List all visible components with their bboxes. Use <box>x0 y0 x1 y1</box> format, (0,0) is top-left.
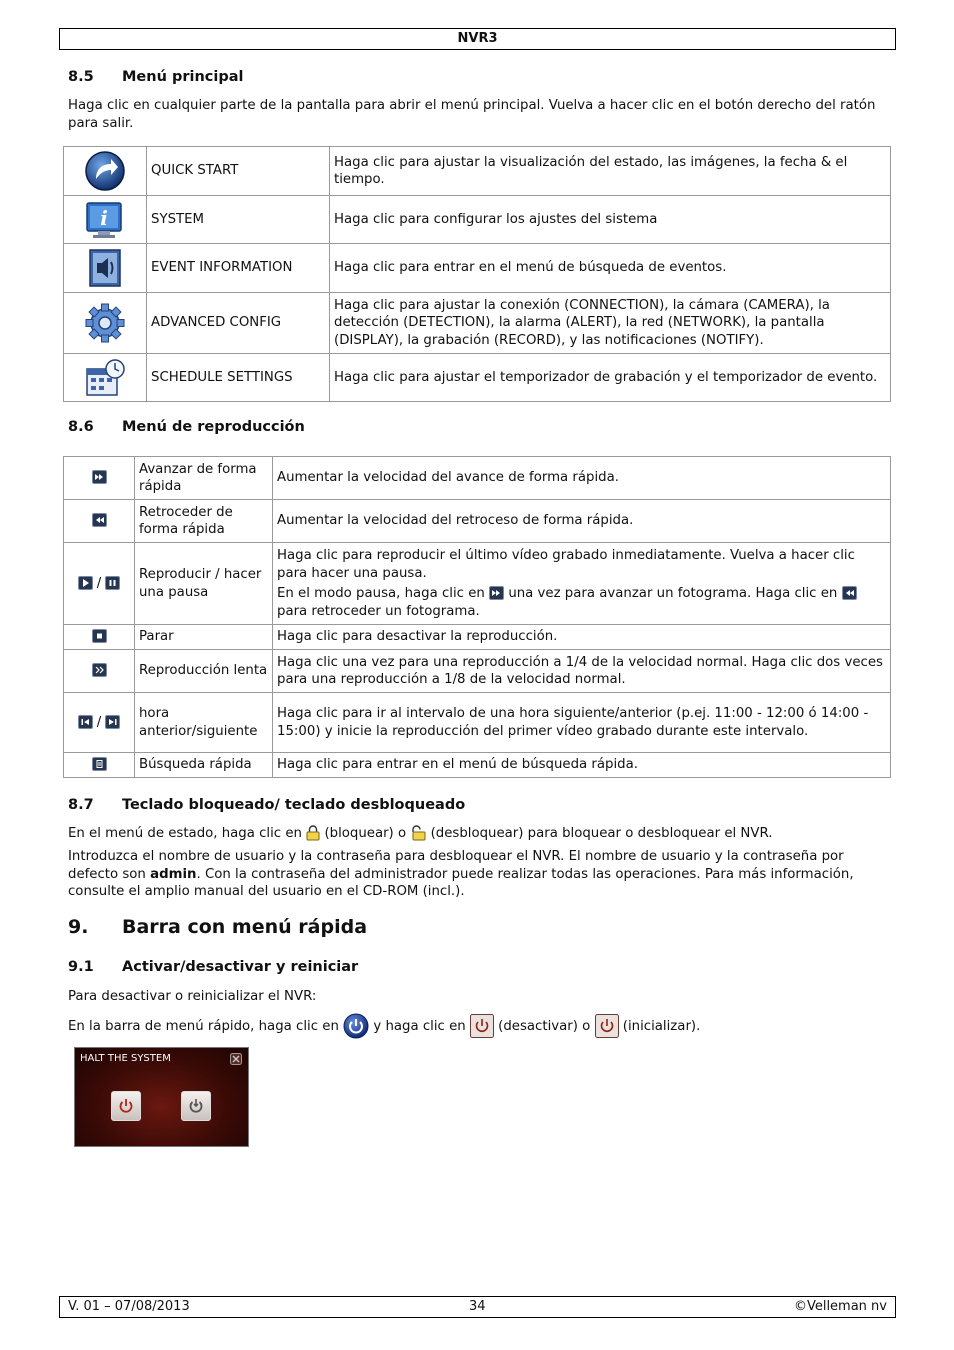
section-number: 8.5 <box>68 69 94 85</box>
para-text: (bloquear) o <box>324 826 407 841</box>
stop-icon <box>92 629 107 643</box>
footer-copyright: ©Velleman nv <box>793 1299 887 1314</box>
playback-item-desc: Aumentar la velocidad del avance de forma rápida. <box>273 457 891 500</box>
para-text: (desactivar) o <box>498 1019 591 1034</box>
playback-item-desc: Aumentar la velocidad del retroceso de forma rápida. <box>273 500 891 543</box>
menu-item-name: SYSTEM <box>147 196 330 244</box>
event-information-icon <box>84 247 126 289</box>
section-9-1-paragraph-2 <box>68 1012 888 1042</box>
quick-search-icon <box>92 757 107 771</box>
rewind-icon <box>842 586 857 600</box>
para-text: . Con la contraseña del administrador puede realizar todas las operaciones. Para más información, consulte el amplio manual del usuario en el CD-ROM (incl.). <box>68 866 854 899</box>
menu-item-name: ADVANCED CONFIG <box>147 293 330 354</box>
section-number: 9. <box>68 916 89 938</box>
desc-text: para retroceder un fotograma. <box>277 603 480 619</box>
table-row <box>64 457 891 500</box>
para-text: (inicializar). <box>622 1019 701 1034</box>
menu-item-name: SCHEDULE SETTINGS <box>147 354 330 402</box>
section-8-7-paragraph-1 <box>68 825 888 843</box>
section-number: 9.1 <box>68 959 94 975</box>
table-row <box>64 147 891 196</box>
section-number: 8.6 <box>68 419 94 435</box>
power-icon <box>116 1096 136 1116</box>
section-title: Teclado bloqueado/ teclado desbloqueado <box>122 797 466 813</box>
playback-item-name: Avanzar de forma rápida <box>135 457 273 500</box>
table-row <box>64 753 891 778</box>
footer-version: V. 01 – 07/08/2013 <box>68 1299 190 1314</box>
fast-forward-icon <box>489 586 504 600</box>
section-title: Activar/desactivar y reiniciar <box>122 959 359 975</box>
section-9-heading <box>68 916 368 938</box>
table-row <box>64 354 891 402</box>
section-9-1-paragraph-1: Para desactivar o reinicializar el NVR: <box>68 989 317 1004</box>
menu-item-desc: Haga clic para ajustar el temporizador de grabación y el temporizador de evento. <box>330 354 891 402</box>
table-row <box>64 500 891 543</box>
playback-item-name: Parar <box>135 625 273 650</box>
playback-item-desc: Haga clic para ir al intervalo de una hora siguiente/anterior (p.ej. 11:00 - 12:00 ó 14:00 - 15:00) y inicie la reproducción del primer vídeo grabado durante este intervalo. <box>273 693 891 753</box>
lock-icon <box>306 825 320 841</box>
halt-system-dialog <box>74 1047 249 1147</box>
rewind-icon <box>92 513 107 527</box>
table-row <box>64 625 891 650</box>
separator-slash: / <box>96 714 102 730</box>
default-credential: admin <box>150 866 197 882</box>
playback-item-name: hora anterior/siguiente <box>135 693 273 753</box>
playback-item-name: Búsqueda rápida <box>135 753 273 778</box>
table-row <box>64 196 891 244</box>
separator-slash: / <box>96 575 102 591</box>
section-number: 8.7 <box>68 797 94 813</box>
reboot-icon <box>595 1014 619 1038</box>
shutdown-button[interactable] <box>111 1091 141 1121</box>
playback-item-desc-2 <box>277 585 886 620</box>
table-row <box>64 244 891 293</box>
playback-item-name: Retroceder de forma rápida <box>135 500 273 543</box>
section-8-6-heading <box>68 419 305 437</box>
para-text: Introduzca el nombre de usuario y la contraseña para desbloquear el NVR. El nombre de usuario y la contraseña por defecto son <box>68 849 844 882</box>
previous-hour-icon <box>78 715 93 729</box>
section-8-7-heading <box>68 797 465 815</box>
para-text: (desbloquear) para bloquear o desbloquear el NVR. <box>430 826 773 841</box>
power-menu-icon <box>343 1013 369 1039</box>
table-row <box>64 543 891 625</box>
svg-text:i: i <box>100 205 108 230</box>
quick-start-arrow-icon <box>84 150 126 192</box>
para-text: En la barra de menú rápido, haga clic en <box>68 1019 339 1034</box>
para-text: y haga clic en <box>373 1019 466 1034</box>
para-text: En el menú de estado, haga clic en <box>68 826 302 841</box>
playback-item-desc: Haga clic una vez para una reproducción a 1/4 de la velocidad normal. Haga clic dos veces para una reproducción a 1/8 de la velocidad normal. <box>273 650 891 693</box>
playback-item-desc: Haga clic para desactivar la reproducción. <box>273 625 891 650</box>
slow-play-icon <box>92 663 107 677</box>
schedule-clock-icon <box>84 357 126 399</box>
shutdown-icon <box>470 1014 494 1038</box>
advanced-config-gear-icon <box>84 302 126 344</box>
unlock-icon <box>410 825 426 841</box>
playback-item-name: Reproducir / hacer una pausa <box>135 543 273 625</box>
table-row <box>64 650 891 693</box>
menu-item-desc: Haga clic para ajustar la visualización del estado, las imágenes, la fecha & el tiempo. <box>330 147 891 196</box>
desc-text: En el modo pausa, haga clic en <box>277 586 485 601</box>
section-8-5-heading <box>68 69 243 87</box>
menu-item-name: QUICK START <box>147 147 330 196</box>
menu-item-desc: Haga clic para ajustar la conexión (CONNECTION), la cámara (CAMERA), la detección (DETECTION), la alarma (ALERT), la red (NETWORK), la pantalla (DISPLAY), la grabación (RECORD), y las notificaciones (NOTIFY). <box>330 293 891 354</box>
section-title: Barra con menú rápida <box>122 916 368 938</box>
playback-menu-table <box>63 456 891 778</box>
page-footer <box>59 1296 896 1318</box>
menu-item-name: EVENT INFORMATION <box>147 244 330 293</box>
dialog-title: HALT THE SYSTEM <box>80 1053 171 1064</box>
playback-item-name: Reproducción lenta <box>135 650 273 693</box>
footer-page-number: 34 <box>469 1299 486 1314</box>
fast-forward-icon <box>92 470 107 484</box>
system-info-icon <box>84 199 126 241</box>
reboot-button[interactable] <box>181 1091 211 1121</box>
close-icon[interactable] <box>230 1053 242 1065</box>
playback-item-desc: Haga clic para reproducir el último vídeo grabado inmediatamente. Vuelva a hacer clic para hacer una pausa. <box>277 548 855 581</box>
menu-item-desc: Haga clic para entrar en el menú de búsqueda de eventos. <box>330 244 891 293</box>
desc-text: una vez para avanzar un fotograma. Haga clic en <box>508 586 838 601</box>
menu-item-desc: Haga clic para configurar los ajustes del sistema <box>330 196 891 244</box>
section-title: Menú principal <box>122 69 244 85</box>
table-row <box>64 693 891 753</box>
main-menu-table <box>63 146 891 402</box>
restart-icon <box>186 1096 206 1116</box>
table-row <box>64 293 891 354</box>
section-8-7-paragraph-2 <box>68 848 888 901</box>
section-8-5-intro: Haga clic en cualquier parte de la pantalla para abrir el menú principal. Vuelva a hacer clic en el botón derecho del ratón para salir. <box>68 98 876 131</box>
section-9-1-heading <box>68 959 358 977</box>
page-header: NVR3 <box>59 28 896 50</box>
playback-item-desc: Haga clic para entrar en el menú de búsqueda rápida. <box>273 753 891 778</box>
pause-icon <box>105 576 120 590</box>
next-hour-icon <box>105 715 120 729</box>
play-icon <box>78 576 93 590</box>
section-title: Menú de reproducción <box>122 419 305 435</box>
